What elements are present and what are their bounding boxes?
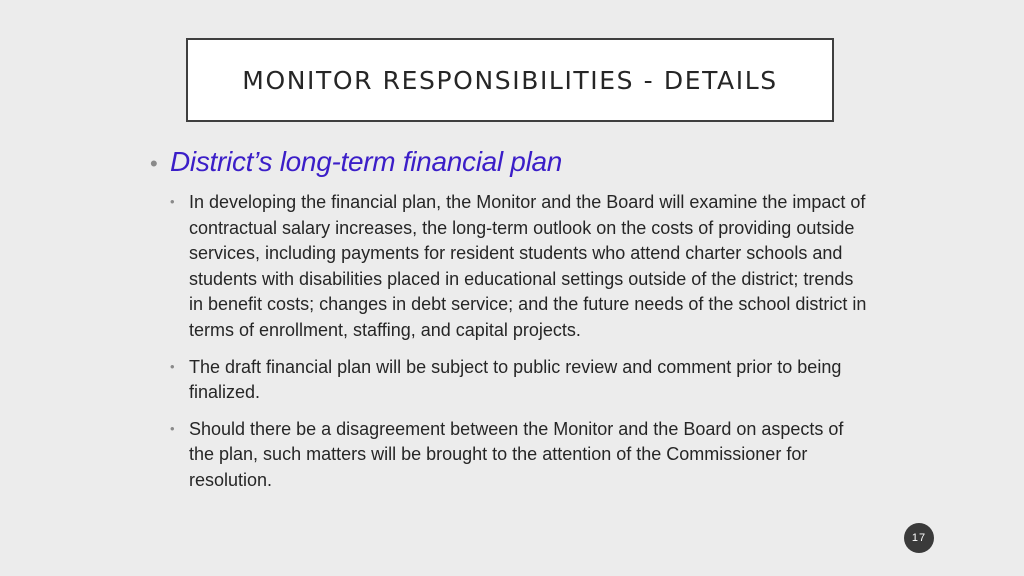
title-box: [186, 38, 834, 122]
bullet-heading: District’s long-term financial plan: [170, 146, 563, 177]
slide-title: MONITOR RESPONSIBILITIES - DETAILS: [242, 65, 778, 95]
sub-bullet-text: In developing the financial plan, the Monitor and the Board will examine the impact of contractual salary increases, the long-term outlook on the costs of providing outside services, including payments for resident students who attend charter schools and students with disabilities placed in educational settings outside of the district; trends in benefit costs; changes in debt service; and the future needs of the school district in terms of enrollment, staffing, and capital projects.: [189, 192, 867, 340]
bullet-dot-icon: •: [150, 151, 158, 176]
bullet-dot-icon: •: [170, 420, 175, 436]
bullet-level1: [150, 146, 880, 178]
sub-bullet-text: Should there be a disagreement between the Monitor and the Board on aspects of the plan, such matters will be brought to the attention of the Commissioner for resolution.: [189, 418, 844, 490]
sub-bullet-2: [170, 355, 880, 406]
page-number-badge: 17: [904, 523, 934, 553]
bullet-dot-icon: •: [170, 358, 175, 374]
bullet-dot-icon: •: [170, 194, 175, 209]
sub-bullet-text: The draft financial plan will be subject to public review and comment prior to being finalized.: [189, 356, 842, 403]
sub-bullet-1: [170, 190, 880, 344]
sub-bullet-3: [170, 417, 880, 494]
slide-content: [150, 146, 880, 505]
